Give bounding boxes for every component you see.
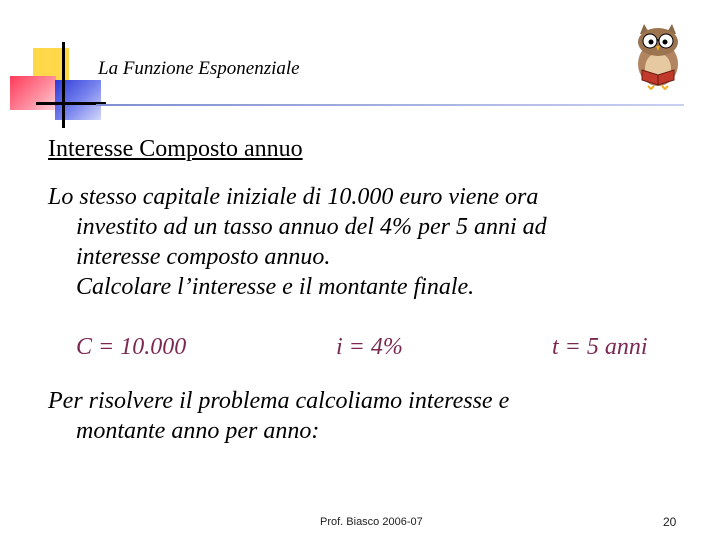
problem-line: investito ad un tasso annuo del 4% per 5 anni ad: [76, 214, 547, 240]
owl-reading-icon: [628, 20, 688, 90]
slide-number: 20: [663, 515, 677, 529]
problem-line: Lo stesso capitale iniziale di 10.000 euro viene ora: [48, 184, 539, 210]
decorative-vertical-line: [62, 42, 65, 128]
param-time: t = 5 anni: [552, 334, 648, 360]
param-rate: i = 4%: [336, 334, 403, 360]
problem-line: interesse composto annuo.: [76, 244, 331, 270]
solution-intro: [48, 386, 688, 446]
param-capital: C = 10.000: [76, 334, 187, 360]
header-rule: [96, 104, 684, 106]
footer-author: Prof. Biasco 2006-07: [320, 516, 423, 528]
section-title: Interesse Composto annuo: [48, 136, 303, 162]
problem-line: Calcolare l’interesse e il montante finale.: [76, 274, 475, 300]
problem-statement: [48, 182, 688, 302]
solution-line: montante anno per anno:: [76, 418, 320, 444]
solution-line: Per risolvere il problema calcoliamo interesse e: [48, 388, 510, 414]
slide-header-title: La Funzione Esponenziale: [98, 58, 300, 79]
